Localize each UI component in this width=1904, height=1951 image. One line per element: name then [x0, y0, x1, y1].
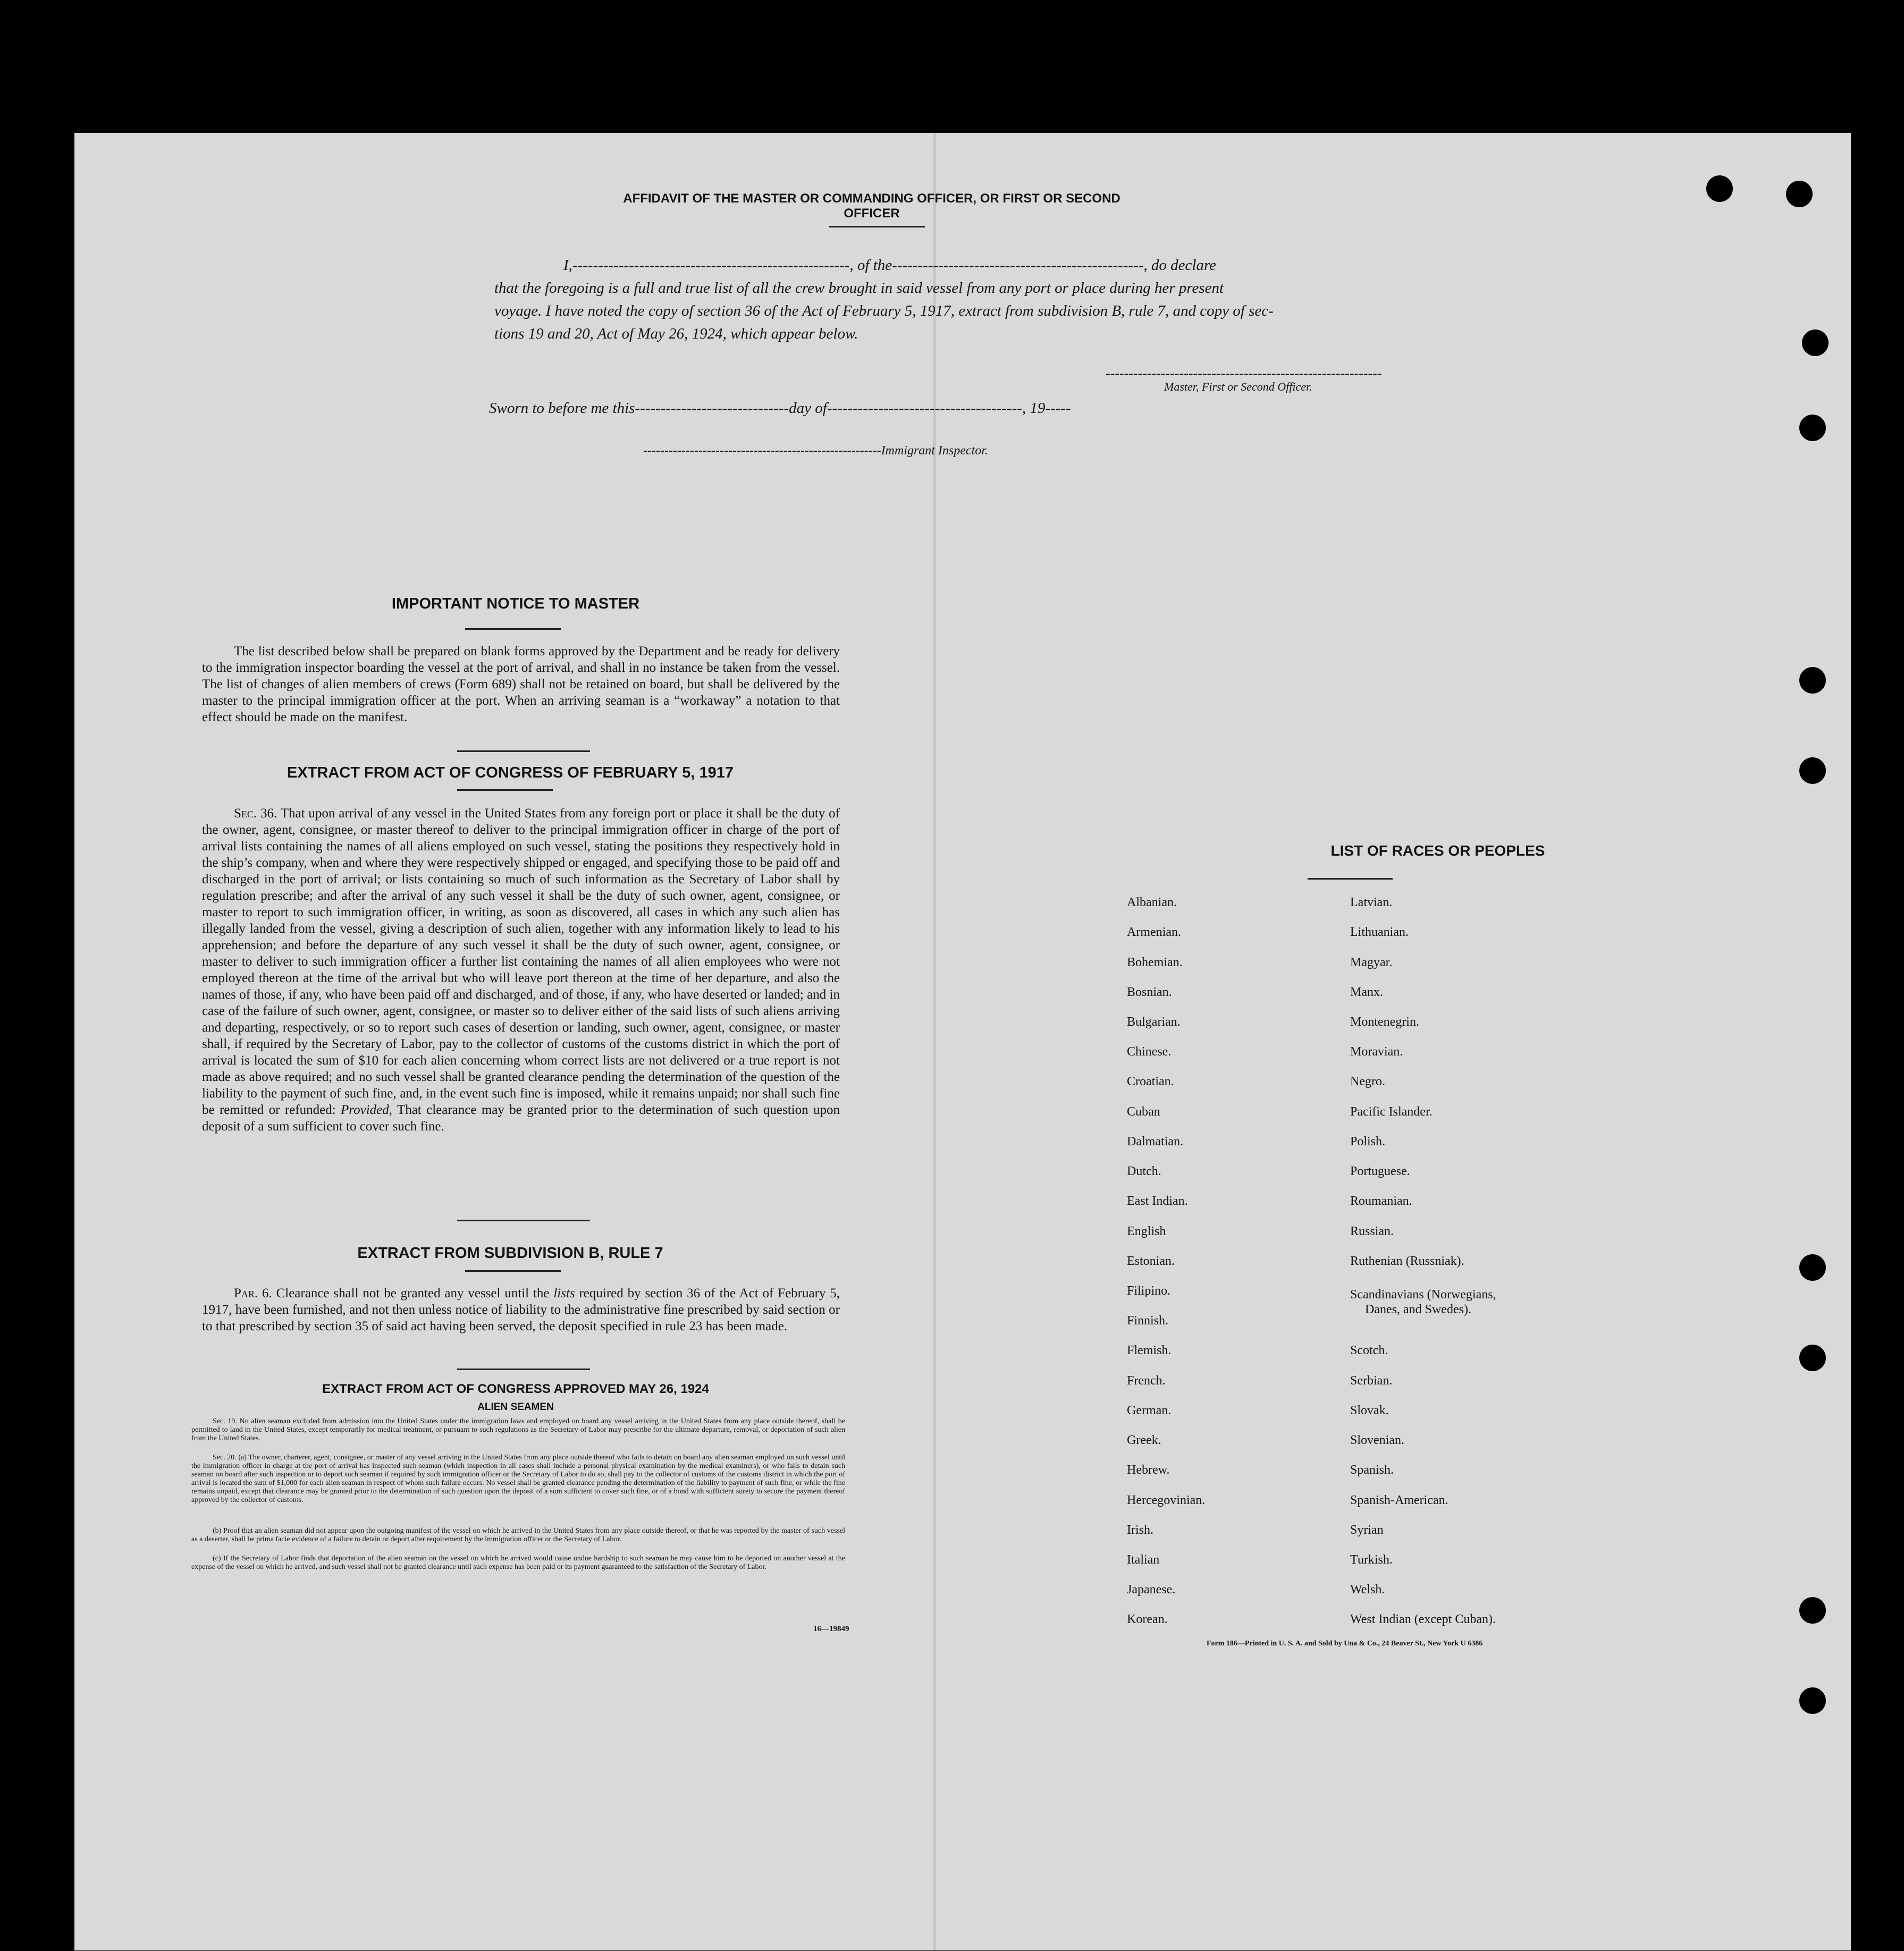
race-item: Polish. [1350, 1135, 1386, 1148]
notice-text [202, 643, 840, 725]
race-item: Chinese. [1127, 1045, 1172, 1059]
sworn-day-of: day of [789, 400, 827, 417]
declaration-of-the: , of the [849, 257, 892, 274]
punch-hole [1799, 1597, 1826, 1624]
provided-word: Provided, [341, 1103, 392, 1117]
race-item: Portuguese. [1350, 1164, 1410, 1178]
divider [457, 750, 590, 752]
race-item: Negro. [1350, 1075, 1385, 1088]
divider [457, 789, 553, 791]
race-item: Bosnian. [1127, 985, 1172, 999]
sworn-year: , 19 [1022, 400, 1046, 417]
divider [457, 1220, 590, 1221]
name-blank: ------------------------------------------------------ [572, 257, 850, 274]
race-item: Scandinavians (Norwegians, [1350, 1288, 1496, 1302]
race-item: Serbian. [1350, 1374, 1393, 1388]
race-item: Slovenian. [1350, 1433, 1404, 1447]
sec-20b-text: (b) Proof that an alien seaman did not appear upon the outgoing manifest of the vessel on which he arrived in the United States from any place outside thereof, or that he was reported by the master of such vessel as a deserter, shall be prima facie evidence of a failure to detain or deport after requirement by the immigration officer or the Secretary of Labor. [191, 1527, 845, 1543]
race-item: East Indian. [1127, 1194, 1188, 1208]
inspector-blank: -------------------------------------------------------- [643, 444, 881, 458]
declaration-line3: voyage. I have noted the copy of section 36 of the Act of February 5, 1917, extract from subdivision B, rule 7, and copy of sec- [494, 302, 1274, 319]
extract-1917-text [202, 805, 840, 1135]
race-item: Japanese. [1127, 1583, 1176, 1597]
punch-hole [1706, 175, 1733, 202]
punch-hole [1799, 1345, 1826, 1371]
race-item: Cuban [1127, 1105, 1160, 1119]
race-item: Lithuanian. [1350, 925, 1409, 939]
punch-hole [1799, 415, 1826, 441]
race-item: West Indian (except Cuban). [1350, 1612, 1496, 1626]
race-item: Finnish. [1127, 1314, 1169, 1328]
lists-word: lists [553, 1286, 575, 1300]
declaration-i: I, [563, 257, 572, 274]
race-item: Latvian. [1350, 896, 1393, 909]
race-item: Albanian. [1127, 896, 1177, 909]
par-6-text-b: required by section 36 of the Act of February 5, 1917, have been furnished, and not then unless notice of liability to the administrative fine prescribed by said section or to that prescribed by section 35 of said act having been served, the deposit specified in rule 23 has been made. [202, 1286, 840, 1333]
race-item: Croatian. [1127, 1075, 1174, 1088]
extract-1924-title: EXTRACT FROM ACT OF CONGRESS APPROVED MAY 26, 1924 [322, 1382, 709, 1396]
sec-36-end: That clearance may be granted prior to the determination of such question upon deposit of a sum sufficient to cover such fine. [202, 1103, 840, 1134]
sec-20a-text: Sec. 20. (a) The owner, charterer, agent, consignee, or master of any vessel arriving in the United States from any place outside thereof who fails to detain on board any alien seaman employed on such vessel until the immigration officer in charge at the port of arrival has inspected such seaman (which inspection in all cases shall include a personal physical examination by the medical examiners), or who fails to detain such seaman on board after such inspection or to deport such seaman if required by such immigration officer or the Secretary of Labor to do so, shall pay to the collector of customs of the customs district in which the port of arrival is located the sum of $1,000 for each alien seaman in respect of whom such failure occurs. No vessel shall be granted clearance pending the determination of the liability to payment of such fine, or while the fine remains unpaid, except that clearance may be granted prior to the determination of such question upon the deposit of a sum sufficient to cover such fine, or of a bond with sufficient surety to secure the payment thereof approved by the collector of customs. [191, 1454, 845, 1504]
race-item: Armenian. [1127, 925, 1181, 939]
affidavit-title: AFFIDAVIT OF THE MASTER OR COMMANDING OFFICER, OR FIRST OR SECOND OFFICER [623, 191, 1121, 221]
rule7-title: EXTRACT FROM SUBDIVISION B, RULE 7 [357, 1245, 663, 1262]
race-item: Italian [1127, 1553, 1160, 1567]
year-blank: ----- [1045, 400, 1071, 417]
notice-body: The list described below shall be prepared on blank forms approved by the Department and be ready for delivery to the immigration inspector boarding the vessel at the port of arrival, and shall in no instance be taken from the vessel. The list of changes of alien members of crews (Form 689) shall not be retained on board, but shall be delivered by the master to the principal immigration officer at the port. When an arriving seaman is a “workaway” a notation to that effect should be made on the manifest. [202, 644, 840, 724]
race-item: Ruthenian (Russniak). [1350, 1254, 1464, 1268]
divider [465, 1270, 561, 1272]
par-6-label: Par. 6. [234, 1286, 272, 1300]
sworn-line [489, 400, 1071, 417]
declaration-do-declare: , do declare [1143, 257, 1217, 274]
document-page [74, 133, 1851, 1950]
printer-footer: Form 186—Printed in U. S. A. and Sold by Una & Co., 24 Beaver St., New York U 6386 [1207, 1640, 1483, 1648]
divider [457, 1369, 590, 1370]
race-item: Syrian [1350, 1523, 1384, 1537]
extract-1917-title: EXTRACT FROM ACT OF CONGRESS OF FEBRUARY 5, 1917 [287, 764, 734, 781]
race-item: Dalmatian. [1127, 1135, 1183, 1148]
punch-hole [1799, 1687, 1826, 1714]
divider [1308, 878, 1393, 880]
race-item: Welsh. [1350, 1583, 1385, 1597]
inspector-line [643, 444, 988, 458]
race-item: Spanish. [1350, 1463, 1394, 1477]
declaration-text [494, 254, 1504, 345]
punch-hole [1799, 1254, 1826, 1281]
sworn-text: Sworn to before me this [489, 400, 635, 417]
race-item: Slovak. [1350, 1404, 1389, 1417]
declaration-line2: that the foregoing is a full and true list of all the crew brought in said vessel from any port or place during her present [494, 280, 1224, 297]
punch-hole [1799, 757, 1826, 784]
sec-36-label: Sec. 36. [234, 806, 277, 821]
race-item: Flemish. [1127, 1344, 1172, 1357]
par-6-text-a: Clearance shall not be granted any vessel until the [276, 1286, 550, 1300]
vessel-blank: ------------------------------------------------- [892, 257, 1144, 274]
race-item: Hercegovinian. [1127, 1493, 1206, 1507]
race-item: Spanish-American. [1350, 1493, 1448, 1507]
rule7-text [202, 1285, 840, 1335]
race-item: Moravian. [1350, 1045, 1403, 1059]
divider [829, 226, 925, 227]
signature-line: ------------------------------------------------------------ [1106, 366, 1382, 381]
sec-19-text: Sec. 19. No alien seaman excluded from admission into the United States under the immigration laws and employed on board any vessel arriving in the United States from any place outside thereof, shall be permitted to land in the United States, except temporarily for medical treatment, or pursuant to such regulations as the Secretary of Labor may prescribe for the ultimate departure, removal, or deportation of such alien from the United States. [191, 1417, 845, 1442]
race-item: Magyar. [1350, 956, 1393, 969]
notice-title: IMPORTANT NOTICE TO MASTER [391, 595, 640, 612]
punch-hole [1799, 667, 1826, 694]
race-item: Scotch. [1350, 1344, 1388, 1357]
race-item: Danes, and Swedes). [1365, 1303, 1471, 1316]
race-item: Dutch. [1127, 1164, 1161, 1178]
race-item: Pacific Islander. [1350, 1105, 1433, 1119]
race-item: French. [1127, 1374, 1166, 1388]
signature-label: Master, First or Second Officer. [1164, 380, 1312, 393]
divider [465, 628, 561, 630]
race-item: Bulgarian. [1127, 1015, 1181, 1029]
race-item: Greek. [1127, 1433, 1161, 1447]
race-item: German. [1127, 1404, 1172, 1417]
punch-hole [1786, 181, 1813, 207]
race-item: Russian. [1350, 1224, 1394, 1238]
race-item: Estonian. [1127, 1254, 1175, 1268]
day-blank: ------------------------------ [635, 400, 789, 417]
race-item: Korean. [1127, 1612, 1168, 1626]
race-item: Montenegrin. [1350, 1015, 1419, 1029]
sec-20c-text: (c) If the Secretary of Labor finds that deportation of the alien seaman on the vessel on which he arrived would cause undue hardship to such seaman he may cause him to be deported on another vessel at the expense of the vessel on which he arrived, and such vessel shall not be granted clearance until such expense has been paid or its payment guaranteed to the satisfaction of the Secretary of Labor. [191, 1555, 845, 1571]
race-item: Turkish. [1350, 1553, 1393, 1567]
race-item: Hebrew. [1127, 1463, 1170, 1477]
alien-seamen-subtitle: ALIEN SEAMEN [477, 1401, 554, 1413]
race-item: English [1127, 1224, 1166, 1238]
punch-hole [1802, 330, 1829, 356]
race-item: Manx. [1350, 985, 1383, 999]
races-title: LIST OF RACES OR PEOPLES [1330, 842, 1545, 859]
race-item: Bohemian. [1127, 956, 1183, 969]
month-blank: -------------------------------------- [827, 400, 1022, 417]
sec-36-body: That upon arrival of any vessel in the United States from any foreign port or place it shall be the duty of the owner, agent, consignee, or master thereof to deliver to the principal immigration officer in charge of the port of arrival lists containing the names of all aliens employed on such vessel, stating the positions they respectively hold in the ship’s company, when and where they were respectively shipped or engaged, and specifying those to be paid off and discharged in the port of arrival; or lists containing so much of such information as the Secretary of Labor shall by regulation prescribe; and after the arrival of any such vessel it shall be the duty of such owner, agent, consignee, or master to report to such immigration officer, in writing, as soon as discovered, all cases in which any such alien has illegally landed from the vessel, giving a description of such alien, together with any information likely to lead to his apprehension; and before the departure of any such vessel it shall be the duty of such owner, agent, consignee, or master to deliver to such immigration officer a further list containing the names of all alien employees who were not employed thereon at the time of the arrival but who will leave port thereon at the time of her departure, and also the names of those, if any, who have been paid off and discharged, and of those, if any, who have deserted or landed; and in case of the failure of such owner, agent, consignee, or master so to deliver either of the said lists of such aliens arriving and departing, respectively, or so to report such cases of desertion or landing, such owner, agent, consignee, or master shall, if required by the Secretary of Labor, pay to the collector of customs of the customs district in which the port of arrival is located the sum of $10 for each alien concerning whom correct lists are not delivered or a true report is not made as above required; and no such vessel shall be granted clearance pending the determination of the question of the liability to the payment of such fine, and, in the event such fine is imposed, while it remains unpaid; nor shall such fine be remitted or refunded: [202, 806, 840, 1117]
declaration-line4: tions 19 and 20, Act of May 26, 1924, which appear below. [494, 325, 858, 342]
race-item: Irish. [1127, 1523, 1153, 1537]
form-code: 16—19849 [813, 1625, 849, 1633]
race-item: Filipino. [1127, 1284, 1171, 1298]
race-item: Roumanian. [1350, 1194, 1412, 1208]
inspector-label: Immigrant Inspector. [881, 444, 988, 458]
